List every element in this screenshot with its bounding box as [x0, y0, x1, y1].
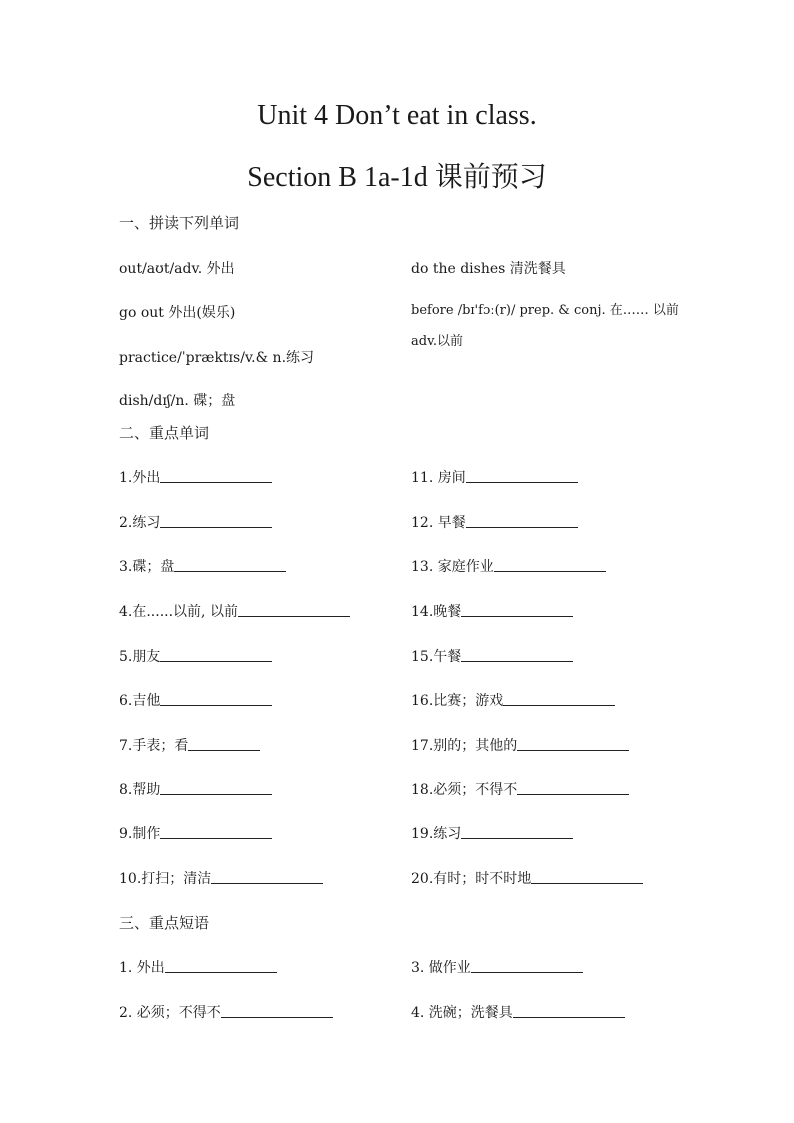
- word-label: 15.午餐: [411, 649, 462, 665]
- word-blank-item: [411, 690, 615, 710]
- word-blank-item: [119, 823, 272, 843]
- phrase-label: 3. 做作业: [411, 960, 471, 976]
- answer-blank[interactable]: [531, 869, 643, 884]
- word-label: 11. 房间: [411, 470, 466, 486]
- word-blank-item: [411, 467, 578, 487]
- word-blank-item: [119, 735, 260, 755]
- word-label: 16.比赛；游戏: [411, 693, 504, 709]
- page-title: Unit 4 Don’t eat in class.: [257, 100, 537, 131]
- answer-blank[interactable]: [160, 647, 272, 662]
- vocab-item: out/aʊt/adv. 外出: [119, 261, 235, 277]
- answer-blank[interactable]: [466, 513, 578, 528]
- answer-blank[interactable]: [461, 824, 573, 839]
- word-blank-item: [411, 646, 573, 666]
- answer-blank[interactable]: [174, 557, 286, 572]
- phrase-blank-item: [119, 1002, 333, 1022]
- word-blank-item: [119, 646, 272, 666]
- word-label: 6.吉他: [119, 693, 161, 709]
- word-blank-item: [119, 601, 350, 621]
- section3-heading: 三、重点短语: [119, 914, 210, 932]
- answer-blank[interactable]: [238, 602, 350, 617]
- word-blank-item: [411, 868, 643, 888]
- word-label: 14.晚餐: [411, 604, 462, 620]
- answer-blank[interactable]: [461, 602, 573, 617]
- word-blank-item: [119, 868, 323, 888]
- answer-blank[interactable]: [160, 824, 272, 839]
- word-blank-item: [411, 735, 629, 755]
- word-label: 13. 家庭作业: [411, 559, 494, 575]
- answer-blank[interactable]: [160, 780, 272, 795]
- word-blank-item: [411, 779, 629, 799]
- answer-blank[interactable]: [188, 736, 260, 751]
- word-label: 8.帮助: [119, 782, 161, 798]
- answer-blank[interactable]: [471, 958, 583, 973]
- word-label: 7.手表；看: [119, 738, 189, 754]
- answer-blank[interactable]: [160, 513, 272, 528]
- word-blank-item: [411, 512, 578, 532]
- answer-blank[interactable]: [513, 1003, 625, 1018]
- word-blank-item: [119, 779, 272, 799]
- answer-blank[interactable]: [160, 691, 272, 706]
- word-label: 3.碟；盘: [119, 559, 175, 575]
- vocab-item: before /bɪ'fɔː(r)/ prep. & conj. 在…… 以前 adv.以前: [411, 303, 679, 349]
- word-label: 12. 早餐: [411, 515, 466, 531]
- word-label: 19.练习: [411, 826, 462, 842]
- answer-blank[interactable]: [517, 736, 629, 751]
- phrase-blank-item: [119, 957, 277, 977]
- answer-blank[interactable]: [494, 557, 606, 572]
- answer-blank[interactable]: [221, 1003, 333, 1018]
- word-label: 10.打扫；清洁: [119, 871, 212, 887]
- answer-blank[interactable]: [160, 468, 272, 483]
- vocab-item: go out 外出(娱乐): [119, 305, 236, 321]
- word-blank-item: [411, 601, 573, 621]
- answer-blank[interactable]: [517, 780, 629, 795]
- word-blank-item: [119, 556, 286, 576]
- vocab-item: do the dishes 清洗餐具: [411, 261, 566, 277]
- answer-blank[interactable]: [165, 958, 277, 973]
- word-label: 17.别的；其他的: [411, 738, 518, 754]
- phrase-label: 2. 必须；不得不: [119, 1005, 221, 1021]
- section2-heading: 二、重点单词: [119, 424, 210, 442]
- word-blank-item: [411, 556, 606, 576]
- word-label: 9.制作: [119, 826, 161, 842]
- vocab-item: practice/ˈpræktɪs/v.& n.练习: [119, 350, 315, 366]
- phrase-blank-item: [411, 1002, 625, 1022]
- word-label: 18.必须；不得不: [411, 782, 518, 798]
- word-label: 5.朋友: [119, 649, 161, 665]
- phrase-label: 1. 外出: [119, 960, 165, 976]
- answer-blank[interactable]: [503, 691, 615, 706]
- section1-heading: 一、拼读下列单词: [119, 214, 240, 232]
- word-label: 20.有时；时不时地: [411, 871, 532, 887]
- answer-blank[interactable]: [211, 869, 323, 884]
- word-label: 1.外出: [119, 470, 161, 486]
- vocab-item: dish/dɪʃ/n. 碟；盘: [119, 393, 236, 409]
- page-subtitle: Section B 1a-1d 课前预习: [247, 162, 547, 193]
- word-blank-item: [119, 690, 272, 710]
- word-blank-item: [119, 467, 272, 487]
- phrase-blank-item: [411, 957, 583, 977]
- phrase-label: 4. 洗碗；洗餐具: [411, 1005, 513, 1021]
- word-label: 2.练习: [119, 515, 161, 531]
- answer-blank[interactable]: [466, 468, 578, 483]
- word-blank-item: [411, 823, 573, 843]
- word-blank-item: [119, 512, 272, 532]
- answer-blank[interactable]: [461, 647, 573, 662]
- word-label: 4.在......以前, 以前: [119, 604, 238, 620]
